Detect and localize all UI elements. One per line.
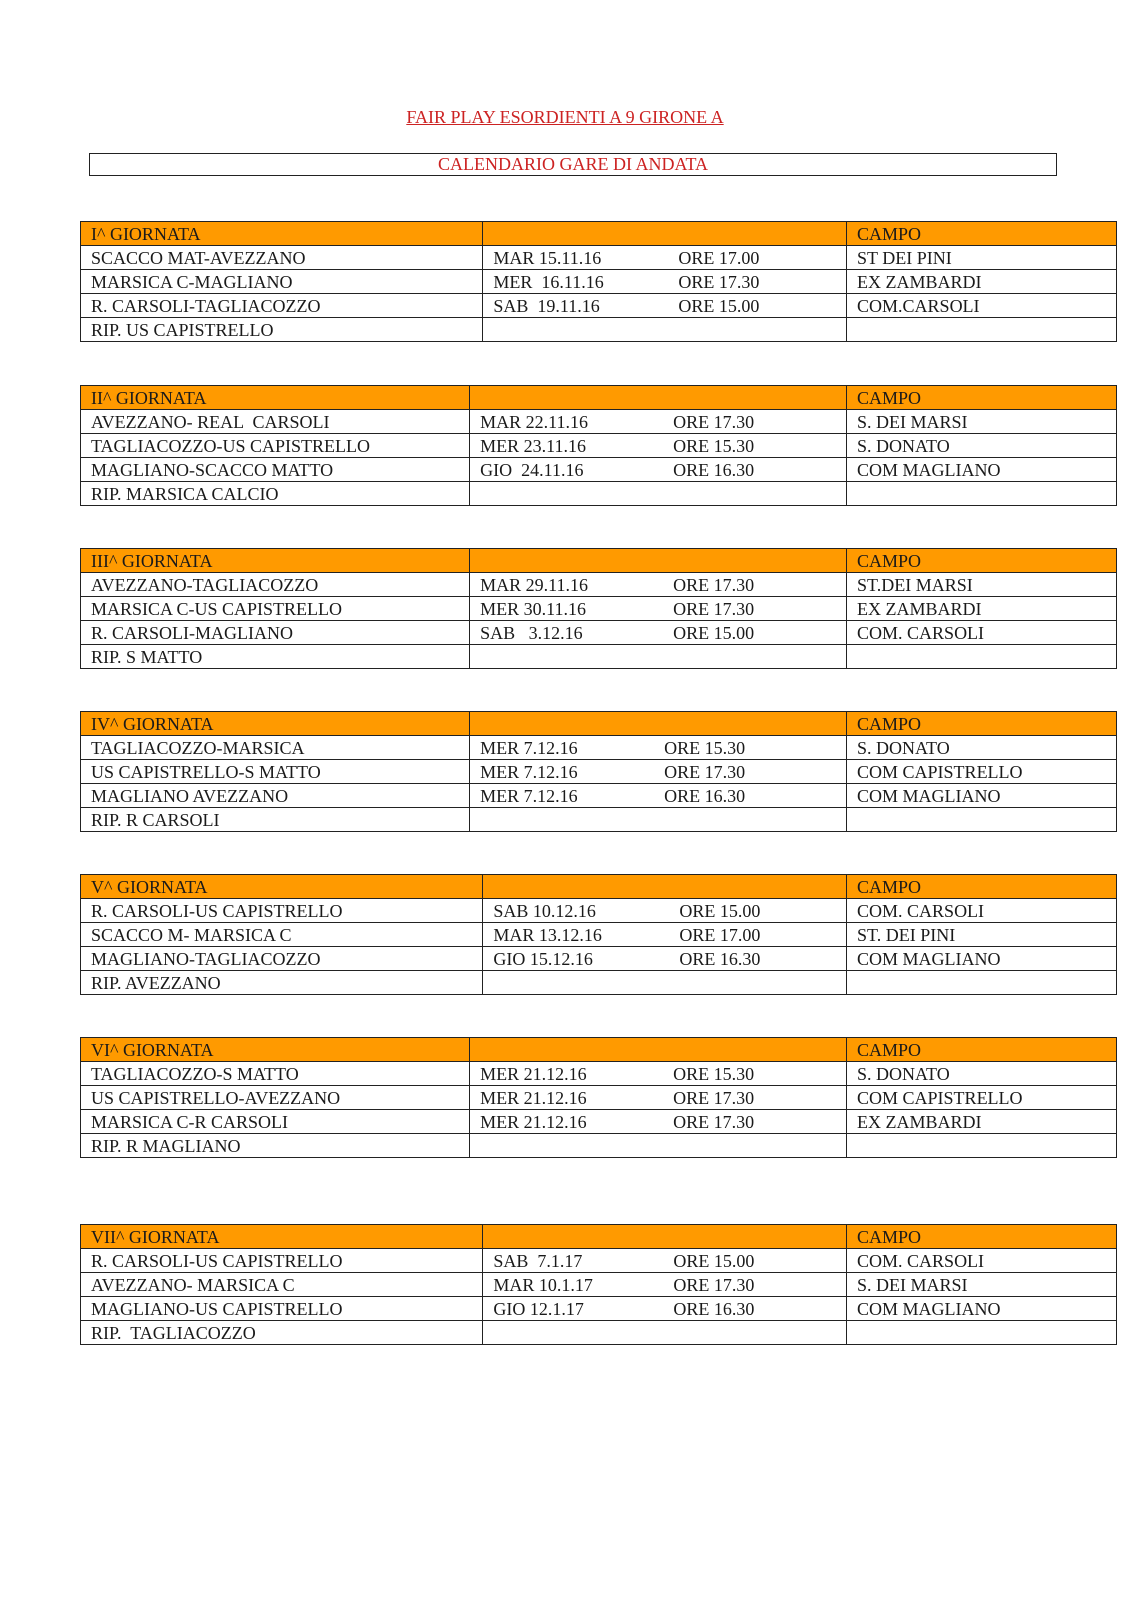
match-venue: COM. CARSOLI (847, 621, 1117, 645)
campo-header: CAMPO (847, 1038, 1117, 1062)
match-time: ORE 16.30 (679, 948, 761, 969)
calendar-subheader: CALENDARIO GARE DI ANDATA (89, 153, 1057, 176)
round-header (81, 386, 1117, 410)
round-table (80, 874, 1117, 995)
document-title: FAIR PLAY ESORDIENTI A 9 GIRONE A (406, 107, 724, 127)
match-time: ORE 17.30 (673, 598, 755, 619)
match-teams: US CAPISTRELLO-AVEZZANO (81, 1086, 470, 1110)
rest-row (81, 1134, 1117, 1158)
match-date: MER 16.11.16 (493, 271, 604, 292)
campo-header: CAMPO (847, 222, 1117, 246)
match-teams: R. CARSOLI-US CAPISTRELLO (81, 899, 483, 923)
match-row (81, 294, 1117, 318)
match-venue: EX ZAMBARDI (847, 1110, 1117, 1134)
resting-team: RIP. US CAPISTRELLO (81, 318, 483, 342)
resting-team: RIP. R MAGLIANO (81, 1134, 470, 1158)
match-teams: TAGLIACOZZO-MARSICA (81, 736, 470, 760)
match-time: ORE 16.30 (673, 1298, 755, 1319)
match-venue: COM.CARSOLI (847, 294, 1117, 318)
round-table (80, 1224, 1117, 1345)
match-date: MER 21.12.16 (480, 1087, 587, 1108)
match-date: MAR 13.12.16 (493, 924, 602, 945)
match-teams: US CAPISTRELLO-S MATTO (81, 760, 470, 784)
round-title: II^ GIORNATA (81, 386, 470, 410)
match-date: MER 7.12.16 (480, 785, 578, 806)
round-table (80, 221, 1117, 342)
round-header (81, 222, 1117, 246)
match-time: ORE 17.00 (679, 924, 761, 945)
match-time: ORE 15.30 (664, 737, 746, 758)
match-teams: AVEZZANO-TAGLIACOZZO (81, 573, 470, 597)
match-venue: COM CAPISTRELLO (847, 760, 1117, 784)
match-teams: MARSICA C-US CAPISTRELLO (81, 597, 470, 621)
match-teams: R. CARSOLI-US CAPISTRELLO (81, 1249, 483, 1273)
match-venue: S. DEI MARSI (847, 1273, 1117, 1297)
match-date: MAR 10.1.17 (493, 1274, 593, 1295)
match-date: MER 30.11.16 (480, 598, 586, 619)
rest-row (81, 808, 1117, 832)
match-teams: MAGLIANO-TAGLIACOZZO (81, 947, 483, 971)
match-venue: COM MAGLIANO (847, 784, 1117, 808)
match-date: MER 23.11.16 (480, 435, 586, 456)
match-time: ORE 17.30 (673, 1274, 755, 1295)
match-teams: SCACCO MAT-AVEZZANO (81, 246, 483, 270)
match-teams: MAGLIANO-SCACCO MATTO (81, 458, 470, 482)
match-teams: AVEZZANO- REAL CARSOLI (81, 410, 470, 434)
match-venue: ST DEI PINI (847, 246, 1117, 270)
match-date: GIO 12.1.17 (493, 1298, 584, 1319)
match-venue: COM CAPISTRELLO (847, 1086, 1117, 1110)
match-venue: S. DEI MARSI (847, 410, 1117, 434)
match-time: ORE 16.30 (664, 785, 746, 806)
match-row (81, 1110, 1117, 1134)
match-venue: EX ZAMBARDI (847, 597, 1117, 621)
match-row (81, 899, 1117, 923)
match-date: MAR 22.11.16 (480, 411, 588, 432)
match-venue: COM MAGLIANO (847, 947, 1117, 971)
match-teams: TAGLIACOZZO-US CAPISTRELLO (81, 434, 470, 458)
match-time: ORE 17.30 (678, 271, 760, 292)
rest-row (81, 318, 1117, 342)
rest-row (81, 1321, 1117, 1345)
match-teams: AVEZZANO- MARSICA C (81, 1273, 483, 1297)
match-row (81, 1249, 1117, 1273)
match-time: ORE 17.30 (673, 574, 755, 595)
round-header (81, 875, 1117, 899)
match-date: MER 7.12.16 (480, 761, 578, 782)
round-header (81, 1225, 1117, 1249)
resting-team: RIP. AVEZZANO (81, 971, 483, 995)
round-table (80, 385, 1117, 506)
round-table (80, 548, 1117, 669)
match-date: GIO 15.12.16 (493, 948, 593, 969)
campo-header: CAMPO (847, 875, 1117, 899)
match-date: MER 21.12.16 (480, 1063, 587, 1084)
match-date: SAB 3.12.16 (480, 622, 583, 643)
match-row (81, 784, 1117, 808)
match-venue: ST.DEI MARSI (847, 573, 1117, 597)
round-title: IV^ GIORNATA (81, 712, 470, 736)
match-row (81, 458, 1117, 482)
rest-row (81, 971, 1117, 995)
campo-header: CAMPO (847, 712, 1117, 736)
match-row (81, 597, 1117, 621)
round-table (80, 711, 1117, 832)
match-row (81, 621, 1117, 645)
round-title: I^ GIORNATA (81, 222, 483, 246)
match-row (81, 760, 1117, 784)
rest-row (81, 482, 1117, 506)
match-teams: TAGLIACOZZO-S MATTO (81, 1062, 470, 1086)
match-row (81, 1297, 1117, 1321)
match-row (81, 947, 1117, 971)
resting-team: RIP. TAGLIACOZZO (81, 1321, 483, 1345)
match-date: GIO 24.11.16 (480, 459, 584, 480)
match-teams: MARSICA C-MAGLIANO (81, 270, 483, 294)
match-time: ORE 17.00 (678, 247, 760, 268)
match-row (81, 1273, 1117, 1297)
match-row (81, 1086, 1117, 1110)
match-time: ORE 15.30 (673, 1063, 755, 1084)
match-date: MAR 29.11.16 (480, 574, 588, 595)
match-time: ORE 15.30 (673, 435, 755, 456)
match-teams: R. CARSOLI-TAGLIACOZZO (81, 294, 483, 318)
match-time: ORE 17.30 (673, 1087, 755, 1108)
round-title: V^ GIORNATA (81, 875, 483, 899)
resting-team: RIP. R CARSOLI (81, 808, 470, 832)
match-venue: S. DONATO (847, 1062, 1117, 1086)
campo-header: CAMPO (847, 1225, 1117, 1249)
match-venue: S. DONATO (847, 736, 1117, 760)
match-row (81, 410, 1117, 434)
match-venue: COM MAGLIANO (847, 458, 1117, 482)
round-title: VI^ GIORNATA (81, 1038, 470, 1062)
round-table (80, 1037, 1117, 1158)
match-date: MAR 15.11.16 (493, 247, 602, 268)
match-venue: EX ZAMBARDI (847, 270, 1117, 294)
match-row (81, 1062, 1117, 1086)
match-time: ORE 15.00 (679, 900, 761, 921)
match-teams: MAGLIANO-US CAPISTRELLO (81, 1297, 483, 1321)
match-date: MER 21.12.16 (480, 1111, 587, 1132)
match-time: ORE 17.30 (673, 411, 755, 432)
match-time: ORE 17.30 (664, 761, 746, 782)
match-row (81, 434, 1117, 458)
match-teams: MARSICA C-R CARSOLI (81, 1110, 470, 1134)
match-time: ORE 15.00 (678, 295, 760, 316)
match-venue: COM. CARSOLI (847, 899, 1117, 923)
match-teams: R. CARSOLI-MAGLIANO (81, 621, 470, 645)
rest-row (81, 645, 1117, 669)
match-teams: MAGLIANO AVEZZANO (81, 784, 470, 808)
match-time: ORE 16.30 (673, 459, 755, 480)
match-venue: COM. CARSOLI (847, 1249, 1117, 1273)
match-date: SAB 19.11.16 (493, 295, 600, 316)
match-venue: ST. DEI PINI (847, 923, 1117, 947)
match-time: ORE 15.00 (673, 622, 755, 643)
match-teams: SCACCO M- MARSICA C (81, 923, 483, 947)
match-venue: S. DONATO (847, 434, 1117, 458)
match-date: SAB 10.12.16 (493, 900, 596, 921)
match-date: MER 7.12.16 (480, 737, 578, 758)
match-row (81, 246, 1117, 270)
match-venue: COM MAGLIANO (847, 1297, 1117, 1321)
round-title: VII^ GIORNATA (81, 1225, 483, 1249)
resting-team: RIP. S MATTO (81, 645, 470, 669)
match-row (81, 573, 1117, 597)
match-time: ORE 15.00 (673, 1250, 755, 1271)
match-row (81, 923, 1117, 947)
campo-header: CAMPO (847, 386, 1117, 410)
match-time: ORE 17.30 (673, 1111, 755, 1132)
resting-team: RIP. MARSICA CALCIO (81, 482, 470, 506)
round-title: III^ GIORNATA (81, 549, 470, 573)
round-header (81, 549, 1117, 573)
match-date: SAB 7.1.17 (493, 1250, 583, 1271)
round-header (81, 712, 1117, 736)
campo-header: CAMPO (847, 549, 1117, 573)
match-row (81, 736, 1117, 760)
round-header (81, 1038, 1117, 1062)
match-row (81, 270, 1117, 294)
